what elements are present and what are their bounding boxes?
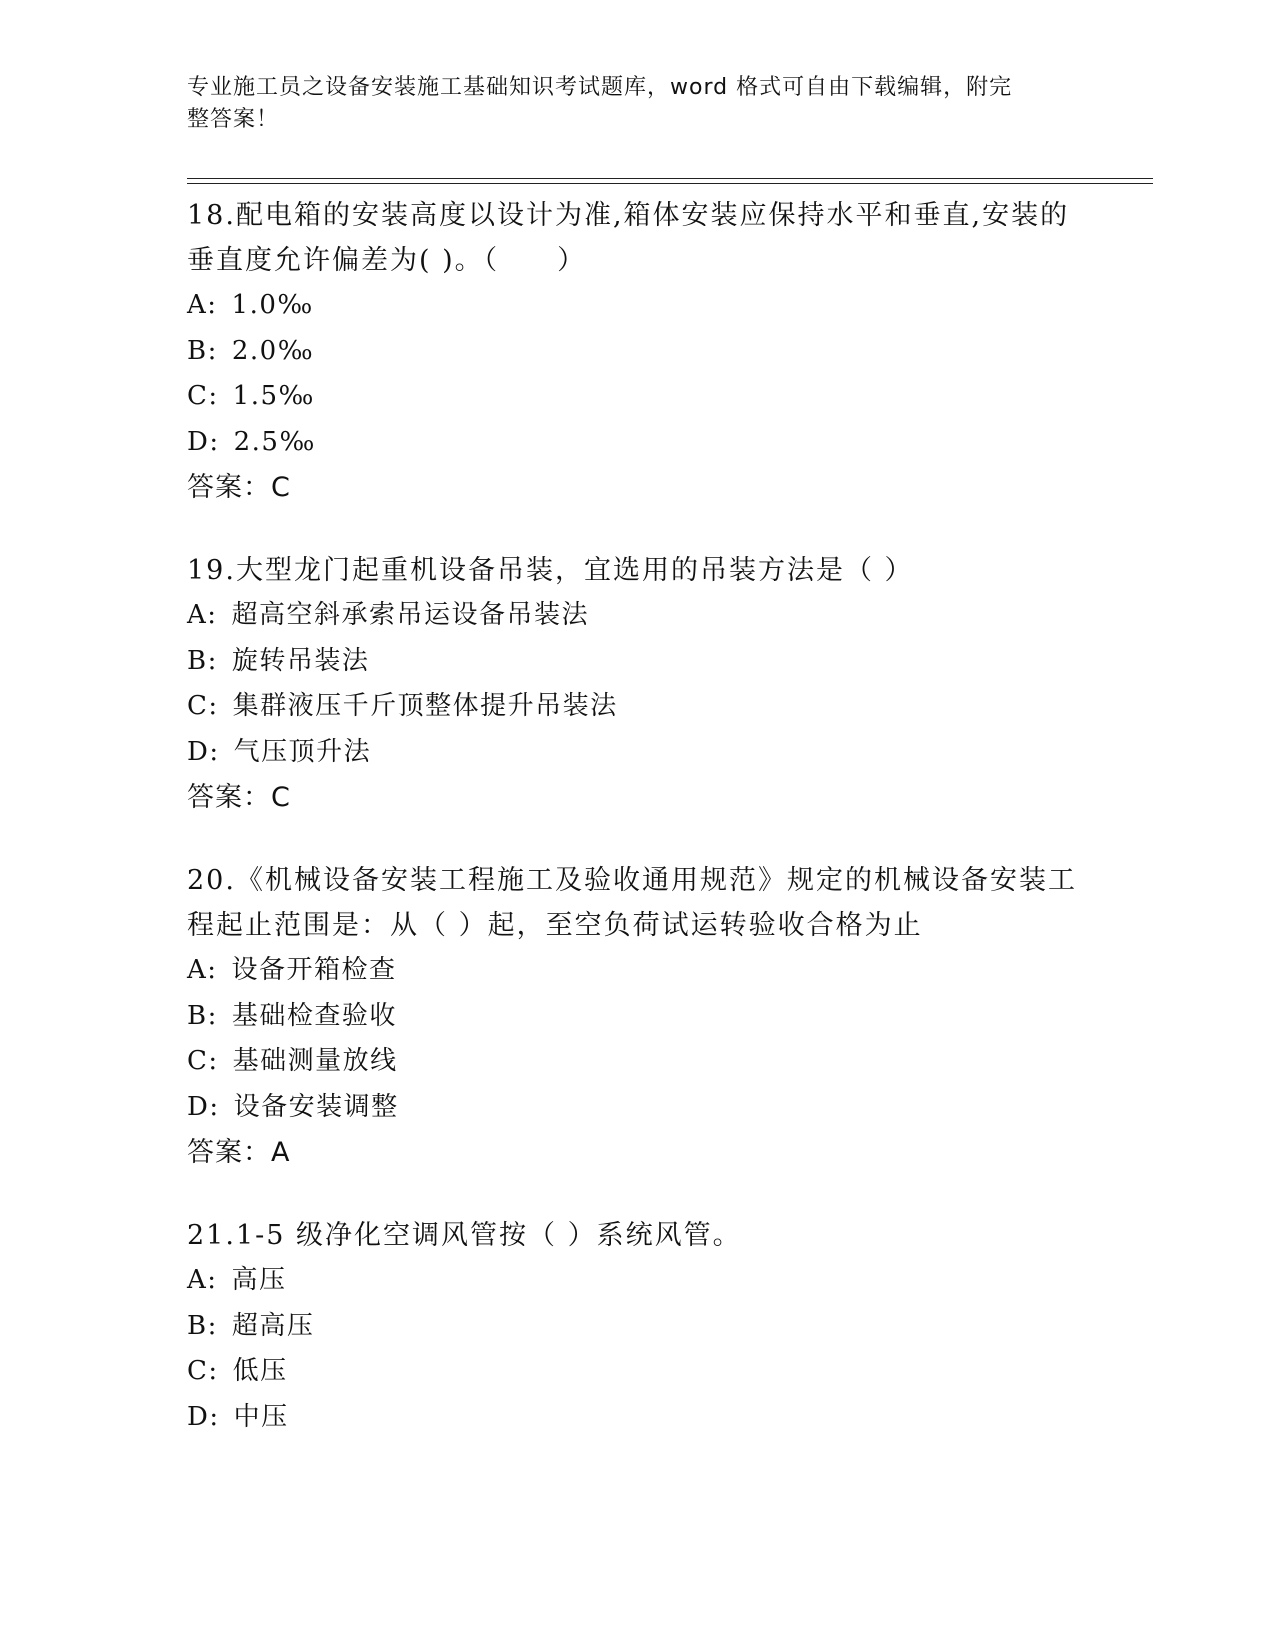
- header-line-1: 专业施工员之设备安装施工基础知识考试题库，word 格式可自由下载编辑，附完: [187, 75, 1013, 100]
- answer-line: 答案：C: [187, 472, 291, 503]
- option-b: [187, 639, 1087, 685]
- option-c: [187, 374, 1087, 420]
- option-text: 基础检查验收: [231, 1000, 397, 1031]
- option-a: [187, 283, 1087, 329]
- option-letter: C:: [187, 1046, 219, 1076]
- option-b: [187, 329, 1087, 375]
- answer-line: 答案：A: [187, 1137, 291, 1168]
- option-letter: B:: [187, 645, 218, 676]
- option-c: [187, 684, 1087, 730]
- question-20: [187, 858, 1087, 1175]
- question-19: [187, 548, 1087, 820]
- header-divider-top: [187, 178, 1153, 179]
- option-letter: B:: [187, 335, 218, 366]
- option-letter: A:: [187, 600, 218, 630]
- option-text: 旋转吊装法: [231, 645, 370, 676]
- option-text: 集群液压千斤顶整体提升吊装法: [232, 691, 618, 721]
- option-letter: D:: [187, 1091, 220, 1122]
- header-divider-bottom: [187, 183, 1153, 184]
- question-18: [187, 193, 1087, 510]
- option-text: 基础测量放线: [232, 1046, 398, 1076]
- option-letter: A:: [187, 955, 218, 985]
- question-stem-line: 19.大型龙门起重机设备吊装，宜选用的吊装方法是（ ）: [187, 555, 914, 586]
- option-letter: B:: [187, 1310, 218, 1341]
- option-b: [187, 994, 1087, 1040]
- option-c: [187, 1349, 1087, 1395]
- option-d: [187, 420, 1087, 466]
- option-text: 超高压: [231, 1310, 315, 1341]
- option-text: 低压: [232, 1356, 288, 1386]
- option-letter: C:: [187, 691, 219, 721]
- question-stem-line: 程起止范围是：从（ ）起，至空负荷试运转验收合格为止: [187, 910, 923, 941]
- option-a: [187, 593, 1087, 639]
- option-c: [187, 1039, 1087, 1085]
- option-letter: D:: [187, 1401, 220, 1432]
- question-21: [187, 1213, 1087, 1440]
- option-letter: A:: [187, 1265, 218, 1295]
- option-text: 超高空斜承索吊运设备吊装法: [231, 600, 590, 630]
- option-d: [187, 1395, 1087, 1441]
- option-letter: C:: [187, 381, 219, 411]
- option-d: [187, 730, 1087, 776]
- option-text: 气压顶升法: [233, 736, 372, 767]
- header-line-2: 整答案！: [187, 107, 280, 132]
- option-text: 设备安装调整: [233, 1091, 399, 1122]
- option-text: 2.0‰: [231, 335, 315, 366]
- option-a: [187, 1258, 1087, 1304]
- option-letter: D:: [187, 736, 220, 767]
- option-letter: D:: [187, 426, 220, 457]
- document-header: [187, 72, 1087, 136]
- option-text: 1.0‰: [231, 290, 314, 320]
- option-a: [187, 948, 1087, 994]
- option-letter: A:: [187, 290, 218, 320]
- question-stem-line: 20.《机械设备安装工程施工及验收通用规范》规定的机械设备安装工: [187, 865, 1077, 896]
- question-stem-line: 垂直度允许偏差为( )。（ ）: [187, 245, 587, 276]
- option-d: [187, 1085, 1087, 1131]
- option-text: 设备开箱检查: [231, 955, 397, 985]
- question-list: [187, 193, 1087, 1478]
- option-text: 高压: [231, 1265, 287, 1295]
- question-stem-line: 21.1-5 级净化空调风管按（ ）系统风管。: [187, 1220, 742, 1251]
- option-text: 2.5‰: [233, 426, 316, 457]
- option-text: 中压: [233, 1401, 289, 1432]
- option-letter: C:: [187, 1356, 219, 1386]
- option-text: 1.5‰: [232, 381, 315, 411]
- option-letter: B:: [187, 1000, 218, 1031]
- question-stem-line: 18.配电箱的安装高度以设计为准,箱体安装应保持水平和垂直,安装的: [187, 200, 1070, 231]
- answer-line: 答案：C: [187, 782, 291, 813]
- option-b: [187, 1304, 1087, 1350]
